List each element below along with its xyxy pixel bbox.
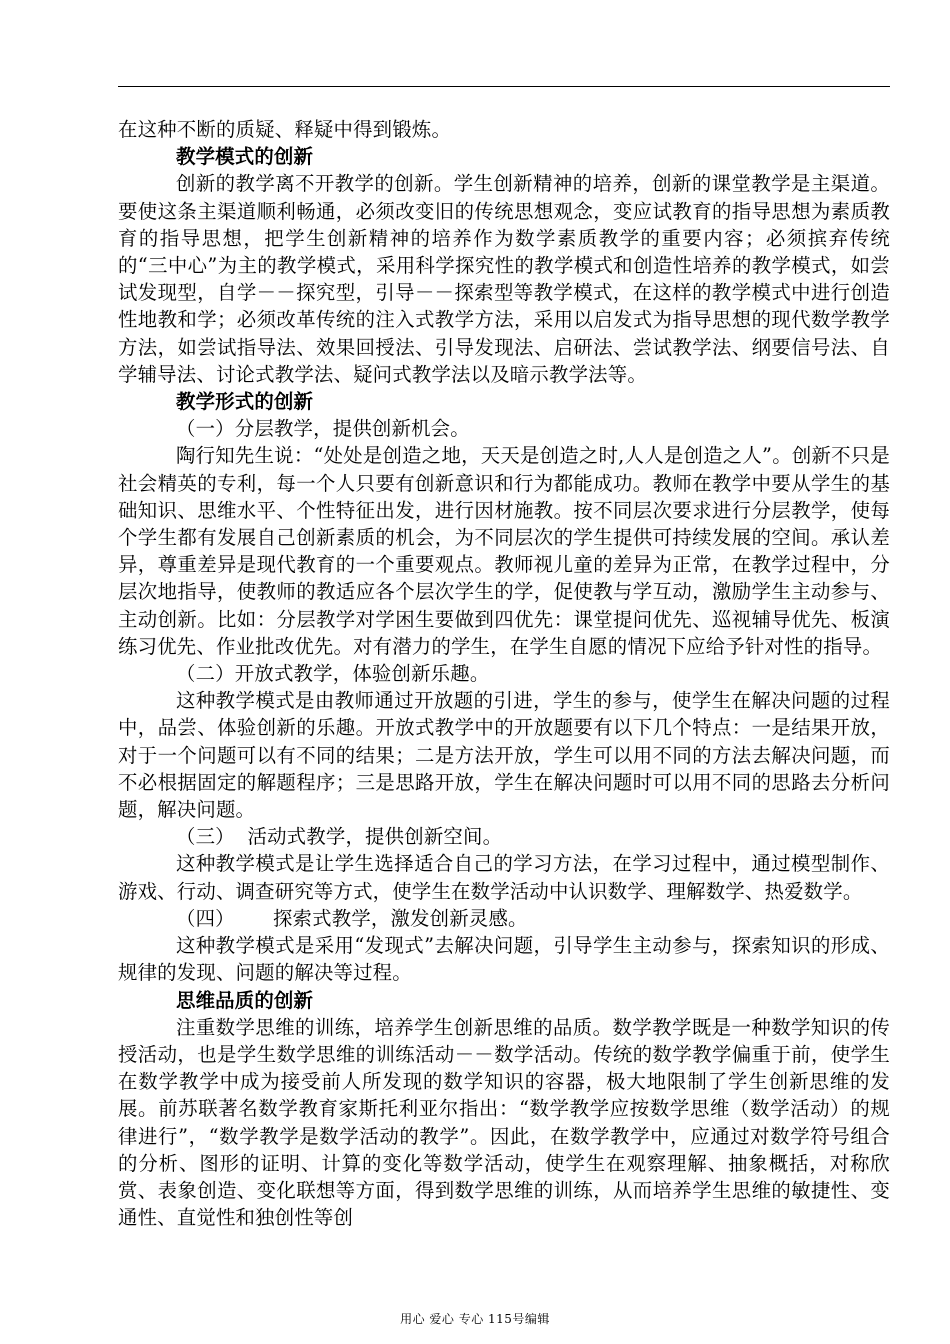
page-footer: 用心 爱心 专心 115号编辑 — [400, 1312, 550, 1326]
paragraph-teaching-mode: 创新的教学离不开教学的创新。学生创新精神的培养，创新的课堂教学是主渠道。要使这条主渠道顺利畅通，必须改变旧的传统思想观念，变应试教育的指导思想为素质教育的指导思想，把学生创新精神的培养作为数学素质教学的重要内容；必须摈弃传统的“三中心”为主的教学模式，采用科学探究性的教学模式和创造性培养的教学模式，如尝试发现型，自学－－探究型，引导－－探索型等教学模式，在这样的教学模式中进行创造性地教和学；必须改革传统的注入式教学方法，采用以启发式为指导思想的现代数学教学方法，如尝试指导法、效果回授法、引导发现法、启研法、尝试教学法、纲要信号法、自学辅导法、讨论式教学法、疑问式教学法以及暗示教学法等。 — [118, 172, 890, 386]
section-heading-teaching-mode: 教学模式的创新 — [176, 145, 314, 169]
paragraph-exploration-teaching: 这种教学模式是采用“发现式”去解决问题，引导学生主动参与，探索知识的形成、规律的发现、问题的解决等过程。 — [118, 934, 890, 985]
subheading-activity-teaching: （三） 活动式教学，提供创新空间。 — [176, 825, 503, 849]
subheading-exploration-teaching: （四） 探索式教学，激发创新灵感。 — [176, 906, 528, 930]
section-heading-teaching-form: 教学形式的创新 — [176, 390, 314, 414]
subheading-layered-teaching: （一）分层教学，提供创新机会。 — [176, 417, 470, 441]
paragraph-layered-teaching: 陶行知先生说：“处处是创造之地，天天是创造之时,人人是创造之人”。创新不只是社会精英的专利，每一个人只要有创新意识和行为都能成功。教师在教学中要从学生的基础知识、思维水平、个性特征出发，进行因材施教。按不同层次要求进行分层教学，使每个学生都有发展自己创新素质的机会，为不同层次的学生提供可持续发展的空间。承认差异，尊重差异是现代教育的一个重要观点。教师视儿童的差异为正常，在教学过程中，分层次地指导，使教师的教适应各个层次学生的学，促使教与学互动，激励学生主动参与、主动创新。比如：分层教学对学困生要做到四优先：课堂提问优先、巡视辅导优先、板演练习优先、作业批改优先。对有潜力的学生，在学生自愿的情况下应给予针对性的指导。 — [118, 444, 890, 658]
paragraph-open-teaching: 这种教学模式是由教师通过开放题的引进，学生的参与，使学生在解决问题的过程中，品尝、体验创新的乐趣。开放式教学中的开放题要有以下几个特点：一是结果开放，对于一个问题可以有不同的结果；二是方法开放，学生可以用不同的方法去解决问题，而不必根据固定的解题程序；三是思路开放，学生在解决问题时可以用不同的思路去分析问题，解决问题。 — [118, 689, 890, 822]
section-heading-thinking-quality: 思维品质的创新 — [176, 988, 314, 1012]
subheading-open-teaching: （二）开放式教学，体验创新乐趣。 — [176, 662, 490, 686]
header-rule — [118, 86, 890, 87]
paragraph-thinking-quality: 注重数学思维的训练，培养学生创新思维的品质。数学教学既是一种数学知识的传授活动，也是学生数学思维的训练活动－－数学活动。传统的数学教学偏重于前，使学生在数学教学中成为接受前人所发现的数学知识的容器，极大地限制了学生创新思维的发展。前苏联著名数学教育家斯托利亚尔指出：“数学教学应按数学思维（数学活动）的规律进行”，“数学教学是数学活动的教学”。因此，在数学教学中，应通过对数学符号组合的分析、图形的证明、计算的变化等数学活动，使学生在观察理解、抽象概括，对称欣赏、表象创造、变化联想等方面，得到数学思维的训练，从而培养学生思维的敏捷性、变通性、直觉性和独创性等创 — [118, 1015, 890, 1230]
paragraph-activity-teaching: 这种教学模式是让学生选择适合自己的学习方法，在学习过程中，通过模型制作、游戏、行动、调查研究等方式，使学生在数学活动中认识数学、理解数学、热爱数学。 — [118, 852, 890, 903]
page-body — [118, 116, 890, 1231]
paragraph-continuation: 在这种不断的质疑、释疑中得到锻炼。 — [118, 118, 452, 141]
